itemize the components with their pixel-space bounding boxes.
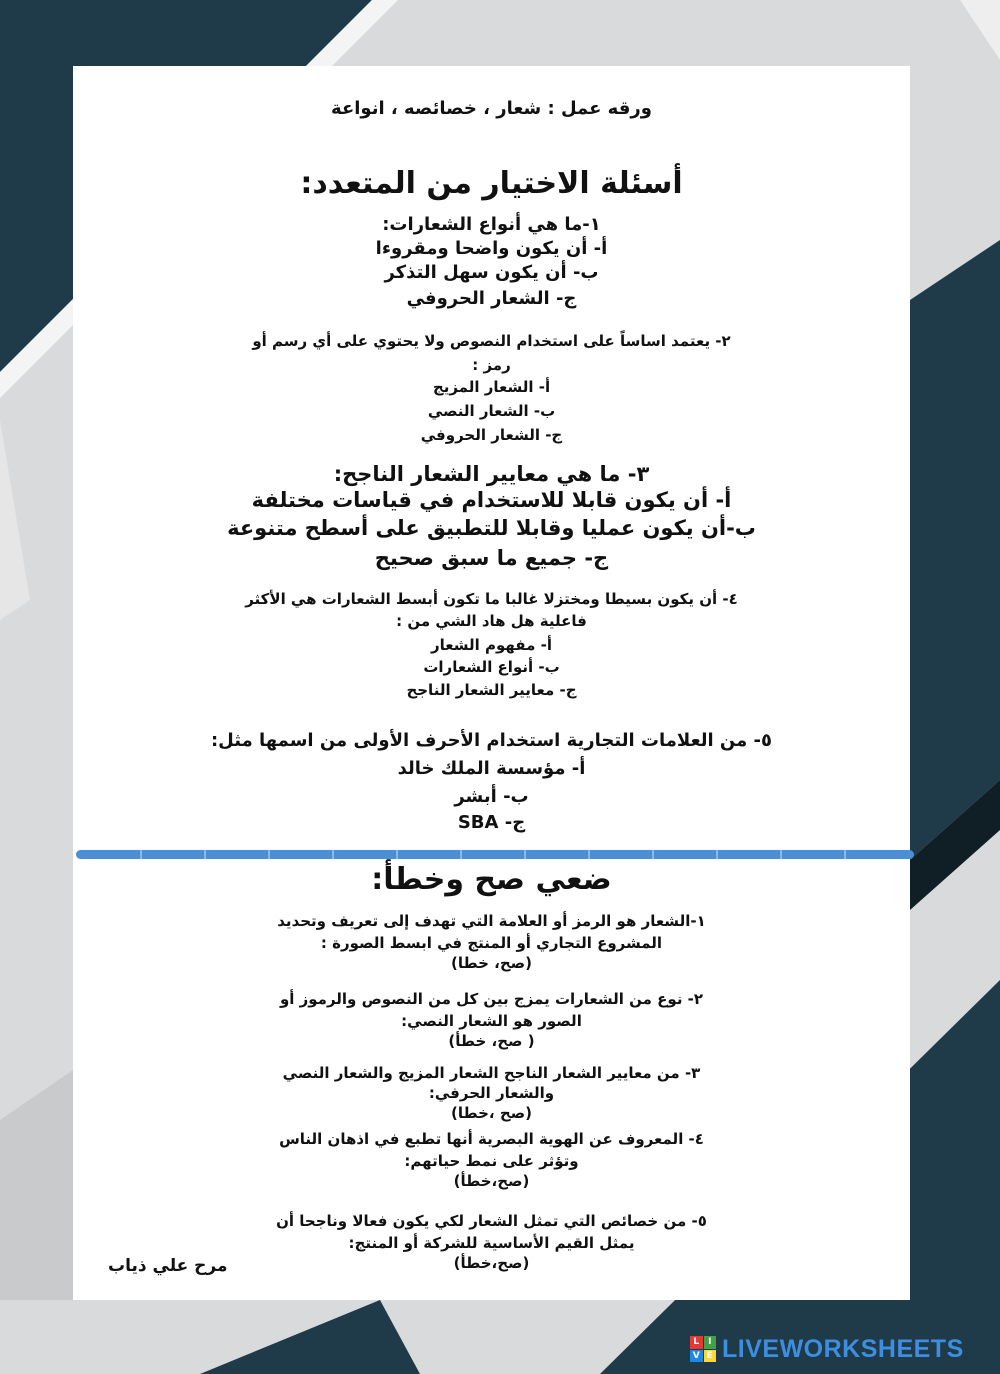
q1-option-b[interactable]: ب- أن يكون سهل التذكر <box>384 262 599 283</box>
q2-option-b[interactable]: ب- الشعار النصي <box>427 402 556 420</box>
q4-option-c[interactable]: ج- معايير الشعار الناجح <box>406 681 577 699</box>
tf1-statement-line1: ١-الشعار هو الرمز أو العلامة التي تهدف إلى تعريف وتحديد <box>277 912 706 930</box>
tf2-statement-line2: الصور هو الشعار النصي: <box>401 1012 582 1030</box>
logo-letter: E <box>704 1350 717 1363</box>
q4-question-line2: فاعلية هل هاد الشي من : <box>396 612 587 630</box>
logo-letter: L <box>690 1336 703 1349</box>
q2-option-a[interactable]: أ- الشعار المزيج <box>432 378 551 396</box>
tf3-statement-line1: ٣- من معايير الشعار الناجح الشعار المزيج والشعار النصي <box>282 1064 701 1082</box>
tf1-statement-line2: المشروع التجاري أو المنتج في ابسط الصورة : <box>320 934 663 952</box>
section-title-true-false: ضعي صح وخطأ: <box>371 862 612 897</box>
q2-question-line2: رمز : <box>472 356 511 374</box>
tf5-choice[interactable]: (صح،خطأ) <box>453 1254 530 1272</box>
q1-question: ١-ما هي أنواع الشعارات: <box>382 214 601 235</box>
tf4-statement-line1: ٤- المعروف عن الهوية البصرية أنها تطبع في اذهان الناس <box>279 1130 704 1148</box>
q1-option-a[interactable]: أ- أن يكون واضحا ومقروءا <box>375 238 608 259</box>
logo-letter: I <box>704 1336 717 1349</box>
tf3-choice[interactable]: (صح ،خطا) <box>451 1104 532 1122</box>
q4-option-b[interactable]: ب- أنواع الشعارات <box>423 658 560 676</box>
q3-option-c[interactable]: ج- جميع ما سبق صحيح <box>374 546 609 570</box>
q2-option-c[interactable]: ج- الشعار الحروفي <box>420 426 563 444</box>
q5-option-b[interactable]: ب- أبشر <box>454 786 529 807</box>
section-divider <box>76 850 914 859</box>
tf4-choice[interactable]: (صح،خطأ) <box>453 1172 530 1190</box>
q4-question-line1: ٤- أن يكون بسيطا ومختزلا غالبا ما تكون أبسط الشعارات هي الأكثر <box>245 590 738 608</box>
tf2-statement-line1: ٢- نوع من الشعارات يمزج بين كل من النصوص والرموز أو <box>279 990 704 1008</box>
tf5-statement-line2: يمثل القيم الأساسية للشركة أو المنتج: <box>348 1234 635 1252</box>
q2-question-line1: ٢- يعتمد اساساً على استخدام النصوص ولا يحتوي على أي رسم أو <box>252 332 731 350</box>
tf5-statement-line1: ٥- من خصائص التي تمثل الشعار لكي يكون فعالا وناجحا أن <box>276 1212 707 1230</box>
logo-letter: V <box>690 1350 703 1363</box>
q5-question: ٥- من العلامات التجارية استخدام الأحرف الأولى من اسمها مثل: <box>210 730 773 751</box>
q5-option-c[interactable]: ج- SBA <box>457 812 526 833</box>
tf4-statement-line2: وتؤثر على نمط حياتهم: <box>404 1152 579 1170</box>
tf3-statement-line2: والشعار الحرفي: <box>428 1084 555 1102</box>
author-signature: مرح علي ذياب <box>108 1256 228 1276</box>
liveworksheets-brand-text: LIVEWORKSHEETS <box>722 1334 964 1363</box>
q5-option-a[interactable]: أ- مؤسسة الملك خالد <box>397 758 586 779</box>
liveworksheets-logo-icon <box>690 1336 716 1362</box>
q3-option-b[interactable]: ب-أن يكون عمليا وقابلا للتطبيق على أسطح متنوعة <box>227 516 756 540</box>
q3-question: ٣- ما هي معايير الشعار الناجح: <box>333 462 650 486</box>
q3-option-a[interactable]: أ- أن يكون قابلا للاستخدام في قياسات مختلفة <box>251 488 732 512</box>
q1-option-c[interactable]: ج- الشعار الحروفي <box>406 288 577 309</box>
tf2-choice[interactable]: ( صح، خطأ) <box>448 1032 535 1050</box>
section-title-multiple-choice: أسئلة الاختيار من المتعدد: <box>300 166 683 201</box>
worksheet-header: ورقه عمل : شعار ، خصائصه ، انواعة <box>331 98 652 119</box>
tf1-choice[interactable]: (صح، خطا) <box>451 954 532 972</box>
worksheet-page <box>73 66 910 1300</box>
liveworksheets-footer[interactable] <box>690 1334 964 1364</box>
q4-option-a[interactable]: أ- مفهوم الشعار <box>431 636 552 654</box>
